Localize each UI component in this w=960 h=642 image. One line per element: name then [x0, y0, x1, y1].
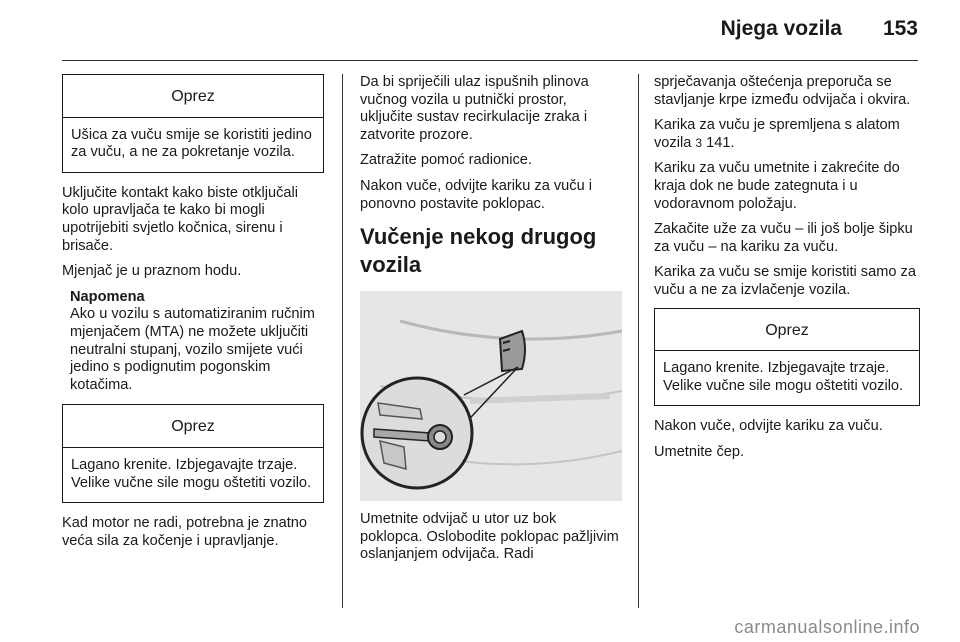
caution-title: Oprez	[655, 309, 919, 352]
column-3	[654, 74, 920, 470]
paragraph	[654, 117, 920, 152]
paragraph-text: Karika za vuču je spremljena s alatom vozila	[654, 117, 900, 151]
paragraph: Nakon vuče, odvijte kariku za vuču.	[654, 418, 883, 435]
paragraph: Nakon vuče, odvijte kariku za vuču i ponovno postavite poklopac.	[360, 177, 592, 212]
paragraph: Uključite kontakt kako biste otključali kolo upravljača te kako bi mogli upotrijebiti svjetlo kočnica, sirenu i brisače.	[62, 184, 299, 254]
note-title: Napomena	[70, 288, 145, 305]
page-title: Njega vozila	[720, 17, 842, 40]
page-reference[interactable]: 141.	[706, 134, 735, 151]
note-text: Ako u vozilu s automatiziranim ručnim mjenjačem (MTA) ne možete uključiti neutralni stupanj, vozilo smijete vući jedino s podignutim pogonskim kotačima.	[70, 306, 315, 393]
caution-text: Ušica za vuču smije se koristiti jedino za vuču, a ne za pokretanje vozila.	[71, 126, 312, 161]
paragraph: Umetnite čep.	[654, 443, 745, 460]
caution-text: Lagano krenite. Izbjegavajte trzaje. Velike vučne sile mogu oštetiti vozilo.	[663, 360, 904, 394]
watermark: carmanualsonline.info	[734, 617, 920, 637]
paragraph: Kad motor ne radi, potrebna je znatno veća sila za kočenje i upravljanje.	[62, 515, 308, 549]
header-rule	[62, 60, 918, 61]
tow-eye-figure	[360, 291, 622, 501]
section-heading: Vučenje nekog drugog vozila	[360, 224, 597, 278]
caution-title: Oprez	[63, 75, 323, 118]
paragraph: Zatražite pomoć radionice.	[360, 152, 532, 169]
note-box	[62, 289, 324, 395]
paragraph: Karika za vuču se smije koristiti samo za vuču a ne za izvlačenje vozila.	[654, 264, 916, 298]
paragraph: Umetnite odvijač u utor uz bok poklopca. Oslobodite poklopac pažljivim oslanjanjem odvijača. Radi	[360, 511, 619, 563]
caution-title: Oprez	[63, 405, 323, 448]
column-1	[62, 74, 324, 558]
paragraph: Da bi spriječili ulaz ispušnih plinova vučnog vozila u putnički prostor, uključite sustav recirkulacije zraka i zatvorite prozore.	[360, 74, 589, 143]
tow-eye-illustration	[360, 291, 622, 501]
paragraph: sprječavanja oštećenja preporuča se stavljanje krpe između odvijača i okvira.	[654, 74, 911, 108]
caution-box-1	[62, 74, 324, 173]
column-2	[360, 74, 622, 572]
page-number: 153	[882, 17, 918, 40]
caution-box-3	[654, 308, 920, 407]
caution-text: Lagano krenite. Izbjegavajte trzaje. Velike vučne sile mogu oštetiti vozilo.	[71, 456, 312, 491]
caution-box-2	[62, 404, 324, 503]
paragraph: Mjenjač je u praznom hodu.	[62, 263, 242, 280]
paragraph: Zakačite uže za vuču – ili još bolje šipku za vuču – na kariku za vuču.	[654, 221, 913, 255]
column-divider-1	[342, 74, 343, 608]
column-divider-2	[638, 74, 639, 608]
page-reference-arrow-icon[interactable]: 3	[695, 135, 703, 150]
paragraph: Kariku za vuču umetnite i zakrećite do kraja dok ne bude zategnuta i u vodoravnom položaju.	[654, 160, 900, 212]
